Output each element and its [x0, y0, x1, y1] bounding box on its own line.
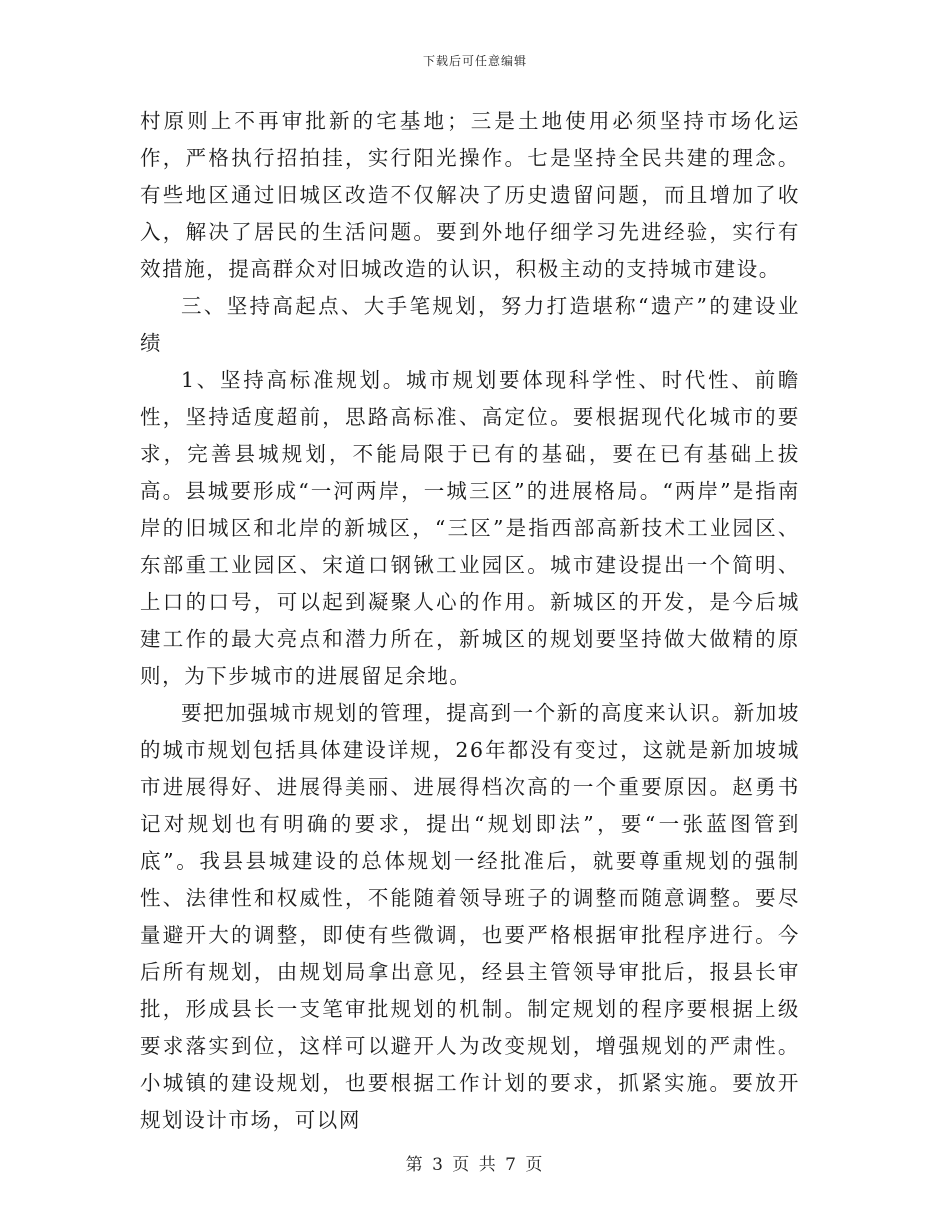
- section-heading: 三、坚持高起点、大手笔规划，努力打造堪称“遗产”的建设业绩: [140, 294, 800, 355]
- paragraph-continuation: 村原则上不再审批新的宅基地；三是土地使用必须坚持市场化运作，严格执行招拍挂，实行阳光操作。七是坚持全民共建的理念。有些地区通过旧城区改造不仅解决了历史遗留问题，而且增加了收入，解决了居民的生活问题。要到外地仔细学习先进经验，实行有效措施，提高群众对旧城改造的认识，积极主动的支持城市建设。: [140, 109, 800, 281]
- paragraph-planning-standard: 1、坚持高标准规划。城市规划要体现科学性、时代性、前瞻性，坚持适度超前，思路高标准、高定位。要根据现代化城市的要求，完善县城规划，不能局限于已有的基础，要在已有基础上拔高。县城要形成“一河两岸，一城三区”的进展格局。“两岸”是指南岸的旧城区和北岸的新城区，“三区”是指西部高新技术工业园区、东部重工业园区、宋道口钢锹工业园区。城市建设提出一个简明、上口的口号，可以起到凝聚人心的作用。新城区的开发，是今后城建工作的最大亮点和潜力所在，新城区的规划要坚持做大做精的原则，为下步城市的进展留足余地。: [140, 368, 800, 688]
- document-body: [140, 103, 800, 1139]
- page-number-footer: 第 3 页 共 7 页: [405, 1155, 545, 1175]
- page-header-note: 下载后可任意编辑: [422, 54, 527, 68]
- paragraph-planning-management: 要把加强城市规划的管理，提高到一个新的高度来认识。新加坡的城市规划包括具体建设详规，26年都没有变过，这就是新加坡城市进展得好、进展得美丽、进展得档次高的一个重要原因。赵勇书记对规划也有明确的要求，提出“规划即法”，要“一张蓝图管到底”。我县县城建设的总体规划一经批准后，就要尊重规划的强制性、法律性和权威性，不能随着领导班子的调整而随意调整。要尽量避开大的调整，即使有些微调，也要严格根据审批程序进行。今后所有规划，由规划局拿出意见，经县主管领导审批后，报县长审批，形成县长一支笔审批规划的机制。制定规划的程序要根据上级要求落实到位，这样可以避开人为改变规划，增强规划的严肃性。小城镇的建设规划，也要根据工作计划的要求，抓紧实施。要放开规划设计市场，可以网: [140, 701, 800, 1132]
